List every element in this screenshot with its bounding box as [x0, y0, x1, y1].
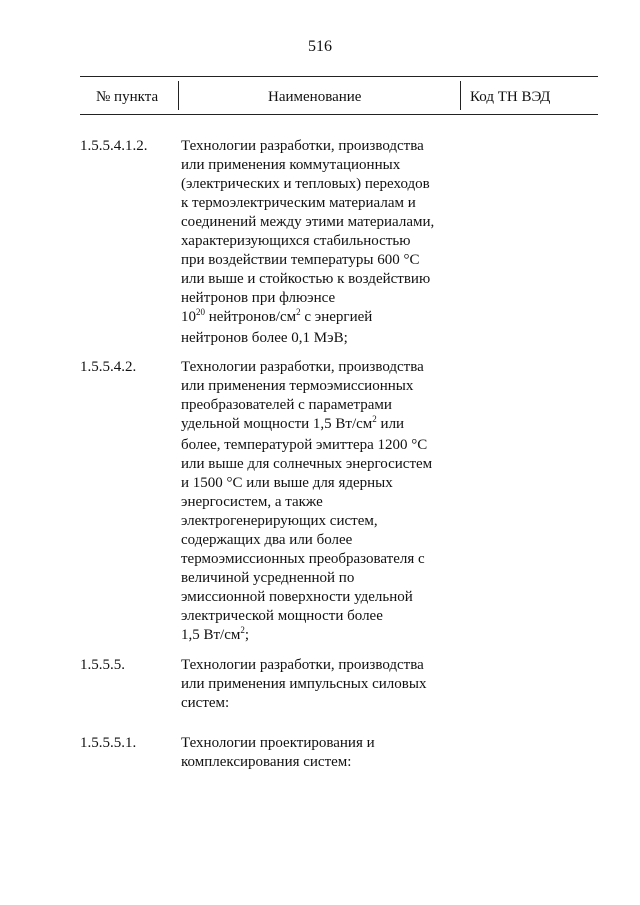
text-segment: Технологии разработки, производства: [181, 359, 424, 375]
column-header-tn-ved-code: Код ТН ВЭД: [470, 89, 551, 105]
item-number: 1.5.5.5.1.: [80, 735, 137, 751]
superscript: 2: [240, 625, 245, 635]
text-line: [181, 455, 461, 474]
text-line: [181, 734, 461, 753]
text-line: [181, 550, 461, 569]
superscript: 20: [196, 307, 205, 317]
text-line: [181, 270, 461, 289]
column-separator: [178, 81, 179, 110]
text-line: [181, 607, 461, 626]
text-line: [181, 251, 461, 270]
text-segment: (электрических и тепловых) переходов: [181, 176, 430, 192]
text-segment: соединений между этими материалами,: [181, 214, 435, 230]
page-number: 516: [308, 38, 332, 55]
superscript: 2: [372, 414, 377, 424]
text-line: [181, 512, 461, 531]
text-line: [181, 675, 461, 694]
text-segment: или применения термоэмиссионных: [181, 378, 414, 394]
text-segment: комплексирования систем:: [181, 754, 352, 770]
text-segment: нейтронов при флюэнсе: [181, 290, 336, 306]
superscript: 2: [296, 307, 301, 317]
text-line: [181, 329, 461, 348]
text-line: [181, 137, 461, 156]
text-line: [181, 377, 461, 396]
item-number: 1.5.5.4.1.2.: [80, 138, 148, 154]
text-segment: 10: [181, 309, 196, 325]
text-segment: характеризующихся стабильностью: [181, 233, 411, 249]
text-segment: электрогенерирующих систем,: [181, 513, 378, 529]
text-segment: или выше и стойкостью к воздействию: [181, 271, 431, 287]
text-segment: с энергией: [300, 309, 373, 325]
text-line: [181, 588, 461, 607]
text-line: [181, 175, 461, 194]
text-line: [181, 753, 461, 772]
text-line: [181, 232, 461, 251]
text-segment: и 1500 °С или выше для ядерных: [181, 475, 393, 491]
item-description: [181, 734, 461, 772]
text-segment: Технологии проектирования и: [181, 735, 375, 751]
text-segment: удельной мощности 1,5 Вт/см: [181, 416, 373, 432]
text-segment: содержащих два или более: [181, 532, 353, 548]
text-segment: 1,5 Вт/см: [181, 627, 241, 643]
text-segment: Технологии разработки, производства: [181, 138, 424, 154]
column-header-item-number: № пункта: [96, 89, 159, 105]
text-line: [181, 694, 461, 713]
text-line: [181, 289, 461, 308]
item-description: [181, 358, 461, 647]
text-line: [181, 156, 461, 175]
item-description: [181, 137, 461, 348]
text-line: [181, 308, 461, 329]
column-header-name: Наименование: [268, 89, 362, 105]
text-segment: нейтронов/см: [205, 309, 297, 325]
text-segment: величиной усредненной по: [181, 570, 355, 586]
text-segment: или применения импульсных силовых: [181, 676, 427, 692]
text-segment: термоэмиссионных преобразователя с: [181, 551, 425, 567]
text-line: [181, 213, 461, 232]
text-segment: эмиссионной поверхности удельной: [181, 589, 413, 605]
text-segment: или: [376, 416, 405, 432]
text-line: [181, 569, 461, 588]
text-segment: нейтронов более 0,1 МэВ;: [181, 330, 348, 346]
text-segment: при воздействии температуры 600 °С: [181, 252, 420, 268]
text-segment: или применения коммутационных: [181, 157, 401, 173]
text-line: [181, 531, 461, 550]
text-line: [181, 626, 461, 647]
text-line: [181, 358, 461, 377]
text-segment: систем:: [181, 695, 230, 711]
text-segment: преобразователей с параметрами: [181, 397, 392, 413]
text-segment: ;: [244, 627, 250, 643]
text-segment: электрической мощности более: [181, 608, 383, 624]
text-line: [181, 656, 461, 675]
text-line: [181, 436, 461, 455]
text-segment: более, температурой эмиттера 1200 °С: [181, 437, 428, 453]
item-description: [181, 656, 461, 713]
text-segment: энергосистем, а также: [181, 494, 323, 510]
column-separator: [460, 81, 461, 110]
table-header-top-rule: [80, 76, 598, 77]
table-header-bottom-rule: [80, 114, 598, 115]
text-line: [181, 493, 461, 512]
text-line: [181, 194, 461, 213]
text-segment: к термоэлектрическим материалам и: [181, 195, 416, 211]
item-number: 1.5.5.5.: [80, 657, 125, 673]
text-line: [181, 415, 461, 436]
item-number: 1.5.5.4.2.: [80, 359, 137, 375]
text-segment: или выше для солнечных энергосистем: [181, 456, 433, 472]
text-line: [181, 396, 461, 415]
text-segment: Технологии разработки, производства: [181, 657, 424, 673]
text-line: [181, 474, 461, 493]
